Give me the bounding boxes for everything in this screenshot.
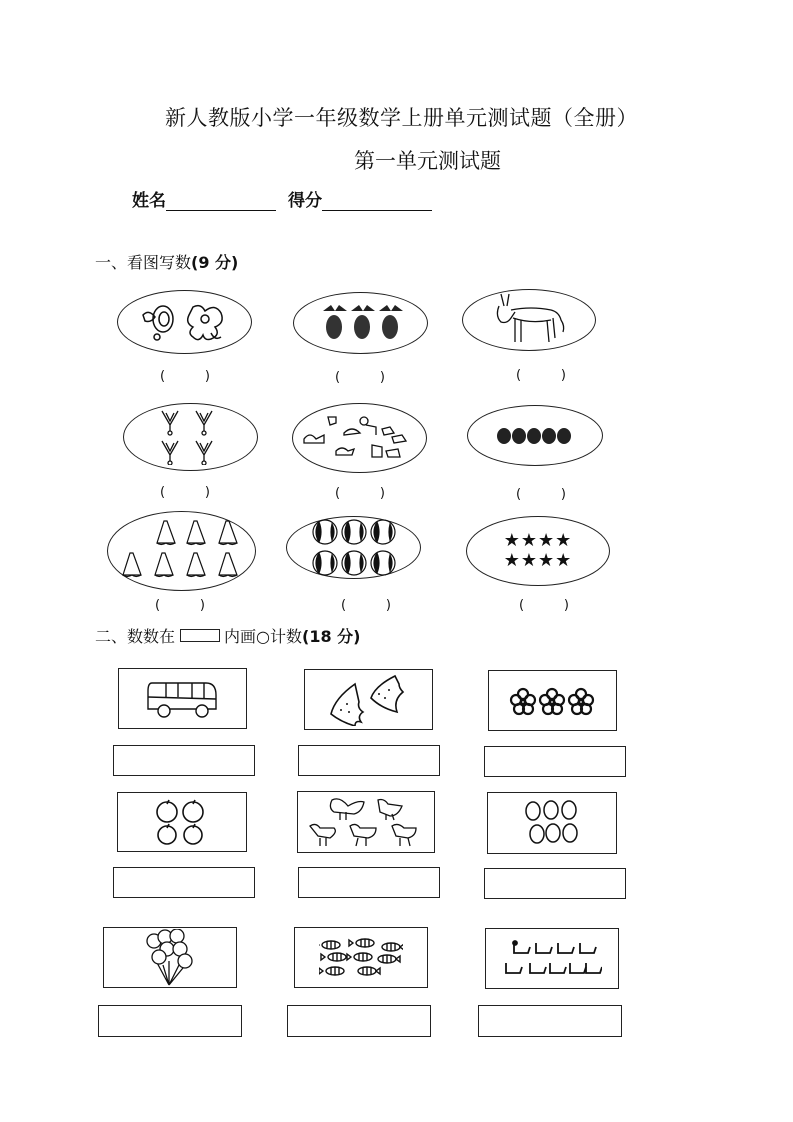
answer-blank-1[interactable]: ( ) <box>160 369 210 384</box>
pineapples-icon <box>316 303 406 343</box>
section2-points: (18 分) <box>302 627 361 646</box>
answer-box-1[interactable] <box>113 745 255 776</box>
picture-oval-bells <box>107 511 256 591</box>
answer-box-4[interactable] <box>113 867 255 898</box>
picture-box-fish <box>294 927 428 988</box>
answer-box-3[interactable] <box>484 746 626 777</box>
answer-blank-7[interactable]: ( ) <box>155 598 205 613</box>
picture-oval-butterfly <box>117 290 252 354</box>
fish-icon <box>319 938 403 978</box>
picture-oval-animals <box>292 403 427 473</box>
answer-blank-5[interactable]: ( ) <box>335 486 385 501</box>
small-animals-icon <box>300 411 420 465</box>
apples-icon <box>154 798 210 846</box>
section2-heading <box>95 624 360 647</box>
section2-number: 二、 <box>95 627 128 646</box>
section1-title: 看图写数 <box>127 253 192 272</box>
answer-box-2[interactable] <box>298 745 440 776</box>
picture-box-flowers <box>488 670 617 731</box>
answer-blank-6[interactable]: ( ) <box>516 487 566 502</box>
score-field[interactable] <box>322 191 432 211</box>
corn-plants-icon <box>156 409 226 465</box>
name-field[interactable] <box>166 191 276 211</box>
chickens-icon <box>306 794 426 850</box>
inline-box-icon <box>180 629 220 642</box>
donkey-icon <box>489 292 569 348</box>
answer-blank-3[interactable]: ( ) <box>516 368 566 383</box>
balloons-icon <box>145 929 195 987</box>
answer-blank-9[interactable]: ( ) <box>519 598 569 613</box>
answer-box-7[interactable] <box>98 1005 242 1037</box>
picture-box-apples <box>117 792 247 852</box>
bells-icon <box>117 519 247 583</box>
section1-points: (9 分) <box>191 253 239 272</box>
answer-box-5[interactable] <box>298 867 440 898</box>
unit-subtitle: 第一单元测试题 <box>354 149 501 173</box>
answer-box-6[interactable] <box>484 868 626 899</box>
picture-box-angelfish <box>304 669 433 730</box>
angelfish-icon <box>329 674 409 726</box>
section2-title-b: 内画○计数 <box>224 627 302 646</box>
score-label: 得分 <box>288 191 322 211</box>
stars-icon: ★★★★ ★★★★ <box>503 530 573 571</box>
answer-blank-4[interactable]: ( ) <box>160 485 210 500</box>
section2-title-a: 数数在 <box>127 627 176 646</box>
section1-number: 一、 <box>95 253 128 272</box>
bus-icon <box>146 679 220 719</box>
dark-beads-icon <box>496 426 574 446</box>
picture-box-eggs <box>487 792 617 854</box>
answer-blank-8[interactable]: ( ) <box>341 598 391 613</box>
ducks-icon <box>502 939 602 979</box>
picture-oval-donkey <box>462 289 596 351</box>
picture-box-ducks <box>485 928 619 989</box>
flowers-icon <box>508 686 598 716</box>
answer-box-8[interactable] <box>287 1005 431 1037</box>
picture-oval-beads <box>467 405 603 466</box>
name-label: 姓名 <box>132 191 166 211</box>
answer-box-9[interactable] <box>478 1005 622 1037</box>
eggs-icon <box>524 799 580 847</box>
picture-oval-balls <box>286 516 421 579</box>
picture-box-bus <box>118 668 247 729</box>
butterfly-flower-icon <box>135 297 235 347</box>
picture-oval-pineapples <box>293 292 428 354</box>
section1-heading <box>95 250 238 273</box>
picture-box-chickens <box>297 791 435 853</box>
balls-icon <box>312 518 396 578</box>
answer-blank-2[interactable]: ( ) <box>335 370 385 385</box>
picture-box-balloons <box>103 927 237 988</box>
picture-oval-corn <box>123 403 258 471</box>
page-title: 新人教版小学一年级数学上册单元测试题（全册） <box>165 106 638 130</box>
picture-oval-stars <box>466 516 610 586</box>
name-score-row <box>132 186 432 211</box>
